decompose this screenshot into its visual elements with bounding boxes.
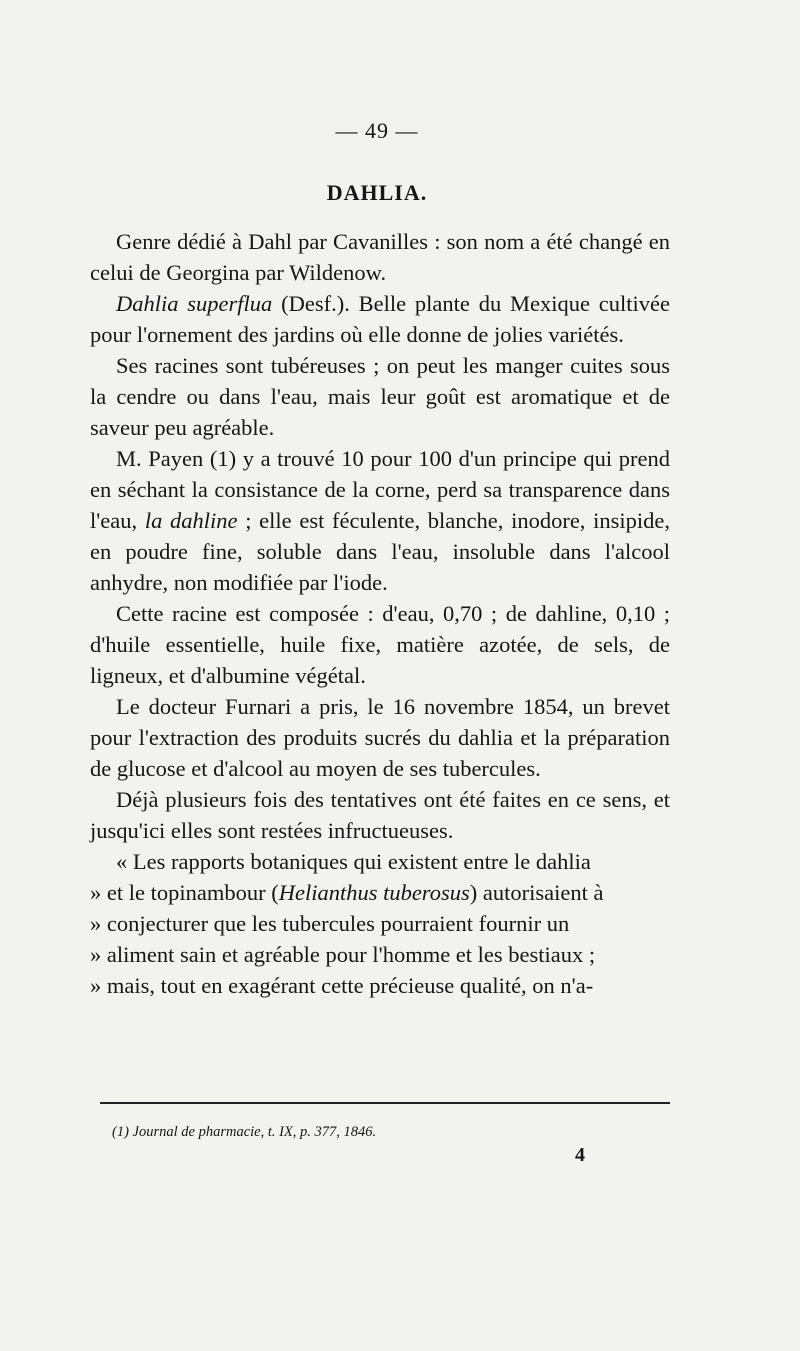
quote-line: [90, 877, 670, 908]
paragraph-attempts: Déjà plusieurs fois des tentatives ont été faites en ce sens, et jusqu'ici elles sont restées infructueuses.: [90, 787, 670, 843]
paragraph-composition: Cette racine est composée : d'eau, 0,70 ; de dahline, 0,10 ; d'huile essentielle, huile fixe, matière azotée, de sels, de ligneux, et d'albumine végétal.: [90, 601, 670, 688]
paragraph-furnari: Le docteur Furnari a pris, le 16 novembre 1854, un brevet pour l'extraction des produits sucrés du dahlia et la préparation de glucose et d'alcool au moyen de ses tubercules.: [90, 694, 670, 781]
quote-line: » aliment sain et agréable pour l'homme et les bestiaux ;: [90, 942, 596, 967]
paragraph-genre: Genre dédié à Dahl par Cavanilles : son nom a été changé en celui de Georgina par Wildenow.: [90, 229, 670, 285]
quote-text: » et le topinambour (: [90, 880, 279, 905]
paragraph-roots: Ses racines sont tubéreuses ; on peut les manger cuites sous la cendre ou dans l'eau, mais leur goût est aromatique et de saveur peu agréable.: [90, 353, 670, 440]
signature-mark: 4: [575, 1144, 585, 1166]
paragraph-payen: [90, 443, 670, 598]
latin-name: Helianthus tuberosus: [278, 880, 470, 905]
quotation-block: [90, 846, 670, 1001]
quote-line: » mais, tout en exagérant cette précieuse qualité, on n'a-: [90, 973, 594, 998]
payen-text-after: ; elle est féculente, blanche, inodore, insipide, en poudre fine, soluble dans l'eau, insoluble dans l'alcool anhydre, non modifiée par l'iode.: [90, 508, 670, 595]
species-description: (Desf.). Belle plante du Mexique cultivée pour l'ornement des jardins où elle donne de jolies variétés.: [90, 291, 670, 347]
section-heading: DAHLIA.: [326, 180, 428, 205]
page-number: — 49 —: [335, 118, 419, 143]
paragraph-species: [90, 288, 670, 350]
footnote-rule: [100, 1102, 670, 1104]
quote-text: ) autorisaient à: [469, 880, 604, 905]
body-text: [90, 226, 670, 1001]
dahline-term: la dahline: [144, 508, 238, 533]
quote-line: « Les rapports botaniques qui existent entre le dahlia: [116, 849, 591, 874]
footnote: (1) Journal de pharmacie, t. IX, p. 377, 1846.: [112, 1124, 377, 1140]
payen-text-before: M. Payen (1) y a trouvé 10 pour 100 d'un principe qui prend en séchant la consistance de la corne, perd sa transparence dans l'eau,: [90, 446, 670, 533]
quote-line: » conjecturer que les tubercules pourraient fournir un: [90, 911, 570, 936]
species-name: Dahlia superflua: [116, 291, 273, 316]
